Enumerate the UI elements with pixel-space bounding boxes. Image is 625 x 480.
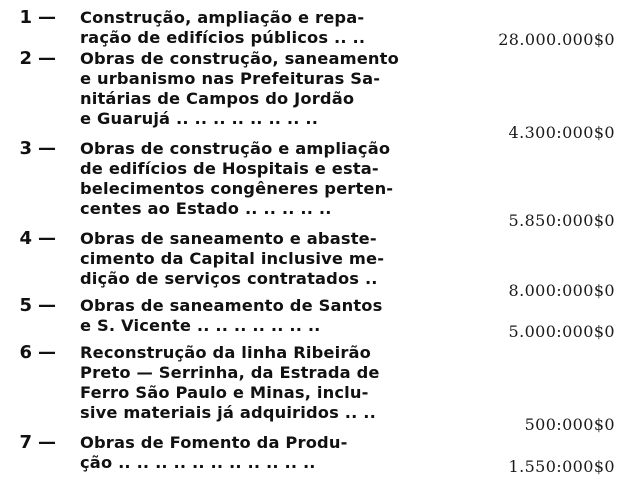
item-number: 5	[19, 295, 32, 316]
item-text-line: Ferro São Paulo e Minas, inclu-	[80, 383, 369, 402]
item-text-line: e S. Vicente .. .. .. .. .. .. ..	[80, 316, 321, 335]
item-text-line: e Guarujá .. .. .. .. .. .. .. ..	[80, 109, 319, 128]
item-text-line: nitárias de Campos do Jordão	[80, 89, 355, 108]
item-number: 2	[19, 48, 32, 69]
item-text-line: e urbanismo nas Prefeituras Sa-	[80, 69, 381, 88]
item-dash: —	[38, 7, 56, 28]
item-amount: 500:000$0	[524, 415, 615, 434]
item-amount: 5.000:000$0	[508, 322, 615, 341]
item-text-line: cimento da Capital inclusive me-	[80, 249, 385, 268]
item-dash: —	[38, 432, 56, 453]
item-number: 7	[19, 432, 32, 453]
item-text-line: Obras de construção e ampliação	[80, 139, 391, 158]
item-number: 3	[19, 138, 32, 159]
item-dash: —	[38, 228, 56, 249]
item-text-line: Obras de saneamento de Santos	[80, 296, 383, 315]
item-dash: —	[38, 138, 56, 159]
item-text-line: dição de serviços contratados ..	[80, 269, 378, 288]
item-number: 1	[19, 7, 32, 28]
item-text-line: Obras de saneamento e abaste-	[80, 229, 377, 248]
item-text-line: ração de edifícios públicos .. ..	[80, 28, 366, 47]
item-text-line: de edifícios de Hospitais e esta-	[80, 159, 379, 178]
item-text-line: Obras de construção, saneamento	[80, 49, 399, 68]
item-number: 4	[19, 228, 32, 249]
item-dash: —	[38, 48, 56, 69]
item-amount: 5.850:000$0	[508, 211, 615, 230]
item-amount: 4.300:000$0	[508, 123, 615, 142]
item-text-line: Preto — Serrinha, da Estrada de	[80, 363, 380, 382]
item-text-line: Obras de Fomento da Produ-	[80, 433, 348, 452]
item-text-line: belecimentos congêneres perten-	[80, 179, 394, 198]
item-amount: 8.000:000$0	[508, 281, 615, 300]
item-text-line: Construção, ampliação e repa-	[80, 8, 365, 27]
item-text-line: ção .. .. .. .. .. .. .. .. .. .. ..	[80, 453, 316, 472]
item-text-line: sive materiais já adquiridos .. ..	[80, 403, 376, 422]
item-text-line: centes ao Estado .. .. .. .. ..	[80, 199, 332, 218]
item-text-line: Reconstrução da linha Ribeirão	[80, 343, 371, 362]
item-dash: —	[38, 342, 56, 363]
item-number: 6	[19, 342, 32, 363]
item-amount: 1.550:000$0	[508, 457, 615, 476]
item-dash: —	[38, 295, 56, 316]
item-amount: 28.000.000$0	[498, 30, 615, 49]
